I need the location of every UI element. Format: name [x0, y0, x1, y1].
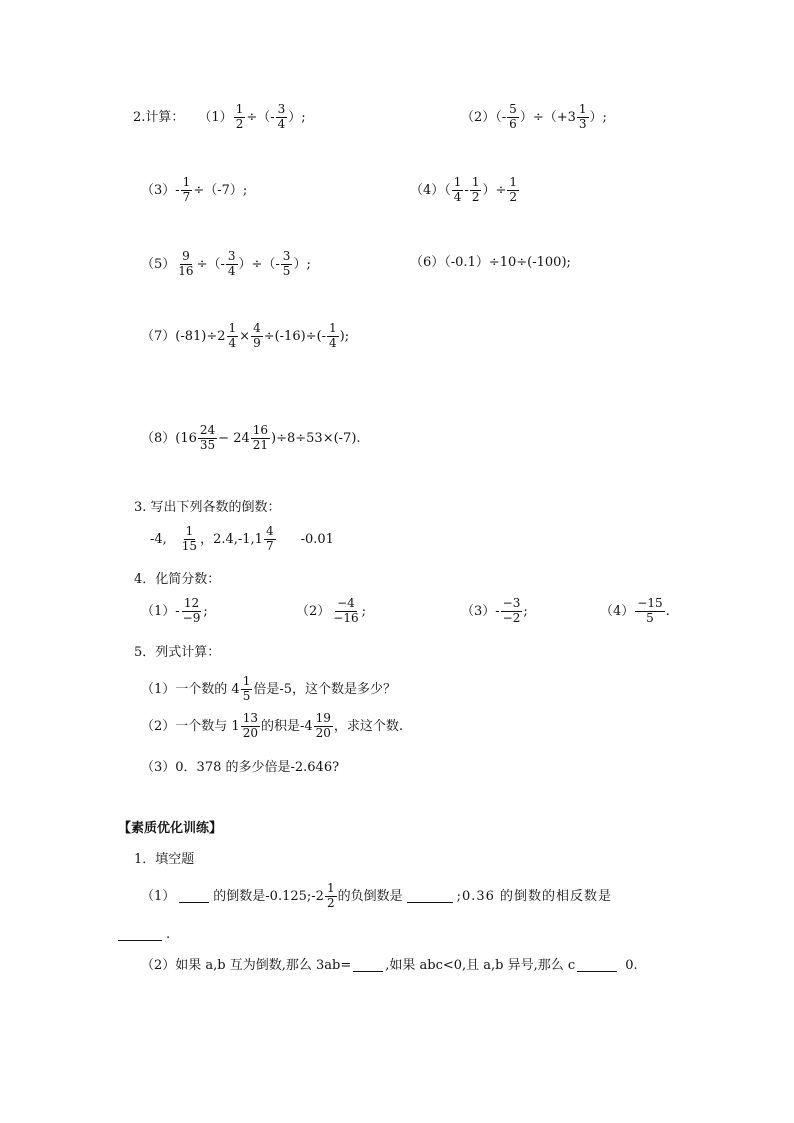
q5-p1 [141, 675, 396, 704]
fraction: $\frac{3}{4}$ [277, 102, 286, 131]
section-title [118, 822, 222, 835]
fraction: $\frac{24}{35}$ [199, 423, 216, 452]
q2-p4 [410, 176, 520, 205]
q5-p2-mid: 的积是-4 [260, 718, 313, 734]
q4-p3 [461, 597, 528, 626]
q5-p2 [141, 712, 403, 741]
q4-title-text: 4．化简分数： [134, 572, 221, 587]
operator: − 24 [218, 430, 250, 446]
operator: ÷（- [196, 256, 225, 272]
fraction: $\frac{1}{2}$ [235, 102, 244, 131]
fill-1-text: ;0.36 的倒数的相反数是 [456, 888, 613, 904]
fraction: $\frac{-4}{-16}$ [333, 596, 359, 625]
q3-tail: -0.01 [300, 531, 334, 547]
q2-p2-label: （2）（- [461, 109, 507, 125]
fraction: $\frac{3}{5}$ [282, 249, 291, 278]
q2-p6 [410, 256, 571, 269]
operator: ÷（- [246, 109, 275, 125]
fill-title-text: 1．填空题 [134, 852, 195, 867]
expr-tail: ）; [293, 256, 311, 272]
q3-mid: ，2.4,-1,1 [200, 531, 263, 547]
fill-2-text: （2）如果 a,b 互为倒数,那么 3ab= [141, 958, 352, 973]
operator: × [239, 328, 251, 344]
fraction: $\frac{1}{7}$ [182, 175, 191, 204]
q4-p3-label: （3）- [461, 603, 500, 619]
expr-tail: . [665, 603, 670, 619]
fraction: $\frac{-15}{5}$ [637, 596, 663, 625]
expr-tail: ; [203, 603, 208, 619]
fraction: $\frac{3}{4}$ [227, 249, 236, 278]
fill-1-text: 的负倒数是 [337, 888, 403, 904]
fraction: $\frac{-3}{-2}$ [502, 596, 521, 625]
fraction: $\frac{19}{20}$ [315, 711, 331, 740]
fraction: $\frac{1}{4}$ [453, 175, 462, 204]
operator: ）÷ [482, 182, 507, 198]
q4-p1 [141, 597, 208, 626]
operator: - [464, 182, 469, 198]
operator: ÷(-16)÷(- [263, 328, 327, 344]
q5-title-text: 5．列式计算： [134, 645, 221, 660]
fill-2 [141, 959, 638, 972]
expr-tail: ; [523, 603, 528, 619]
fraction: $\frac{9}{16}$ [178, 249, 194, 278]
q5-p3-text: （3）0．378 的多少倍是-2.646? [141, 760, 340, 775]
expr-tail: ); [339, 328, 350, 344]
fill-1-end: . [166, 927, 171, 942]
q2-p8 [141, 424, 361, 453]
q2-row-1 [133, 103, 306, 132]
q4-p4 [600, 597, 670, 626]
operator: ）÷（- [238, 256, 280, 272]
q4-p2-label: （2） [296, 603, 331, 619]
expr-tail: ÷（-7）; [193, 182, 248, 198]
fill-title [134, 853, 194, 866]
q2-p3-label: （3）- [141, 182, 180, 198]
fraction: $\frac{1}{4}$ [228, 321, 237, 350]
q5-p1-tail: 倍是-5，这个数是多少？ [253, 681, 396, 697]
q2-p1-label: （1） [198, 109, 233, 125]
fraction: $\frac{1}{2}$ [509, 175, 518, 204]
fill-1-label: （1） [141, 888, 176, 904]
fraction: $\frac{13}{20}$ [242, 711, 258, 740]
answer-blank[interactable] [353, 959, 383, 972]
fraction: $\frac{5}{6}$ [509, 102, 517, 131]
q4-p4-label: （4） [600, 603, 635, 619]
operator: ）÷（+3 [519, 109, 576, 125]
q2-p5-label: （5） [141, 256, 176, 272]
q5-title [134, 646, 220, 659]
fill-2-text: ,如果 abc<0,且 a,b 异号,那么 c [385, 958, 576, 973]
expr-tail: )÷8÷53×(-7). [271, 430, 361, 446]
q5-p2-tail: ，求这个数. [333, 718, 404, 734]
fill-2-end: 0. [625, 958, 638, 973]
q2-p2 [461, 103, 607, 132]
q4-title [134, 573, 220, 586]
answer-blank[interactable] [577, 959, 617, 972]
q4-p1-label: （1）- [141, 603, 180, 619]
fraction: $\frac{4}{9}$ [253, 321, 261, 350]
fraction: $\frac{1}{2}$ [326, 881, 335, 910]
expr-tail: ）; [589, 109, 607, 125]
q5-p1-pre: （1）一个数的 4 [141, 681, 240, 697]
q3-pre: -4, [150, 531, 167, 547]
q4-p2 [296, 597, 366, 626]
q2-title: 2.计算： [133, 109, 185, 125]
answer-blank[interactable] [407, 890, 453, 903]
q2-p7 [141, 322, 349, 351]
fraction: $\frac{1}{5}$ [242, 674, 251, 703]
fraction: $\frac{1}{15}$ [181, 524, 198, 553]
fraction: $\frac{1}{2}$ [471, 175, 480, 204]
q3-title [134, 501, 281, 514]
fill-1 [141, 882, 612, 911]
q5-p2-pre: （2）一个数与 1 [141, 718, 240, 734]
fraction: $\frac{16}{21}$ [252, 423, 269, 452]
fraction: $\frac{1}{3}$ [578, 102, 587, 131]
q2-p6-text: （6）（-0.1）÷10÷(-100); [410, 255, 571, 270]
q2-p7-label: （7）(-81)÷2 [141, 328, 226, 344]
q3-numbers [150, 525, 334, 554]
expr-tail: ; [361, 603, 366, 619]
q3-title-text: 3. 写出下列各数的倒数： [134, 500, 281, 515]
fraction: $\frac{12}{-9}$ [182, 596, 201, 625]
section-title-text: 【素质优化训练】 [118, 821, 223, 836]
answer-blank[interactable] [118, 928, 162, 941]
q2-p5 [141, 250, 311, 279]
fill-1-cont [118, 928, 170, 941]
q5-p3 [141, 761, 339, 774]
fill-1-text: 的倒数是-0.125;-2 [213, 888, 324, 904]
q2-p8-label: （8）(16 [141, 430, 197, 446]
expr-tail: ）; [288, 109, 306, 125]
answer-blank[interactable] [179, 890, 209, 903]
q2-p4-label: （4）（ [410, 182, 451, 198]
fraction: $\frac{1}{4}$ [329, 321, 337, 350]
q2-p3 [141, 176, 247, 205]
fraction: $\frac{4}{7}$ [265, 524, 274, 553]
